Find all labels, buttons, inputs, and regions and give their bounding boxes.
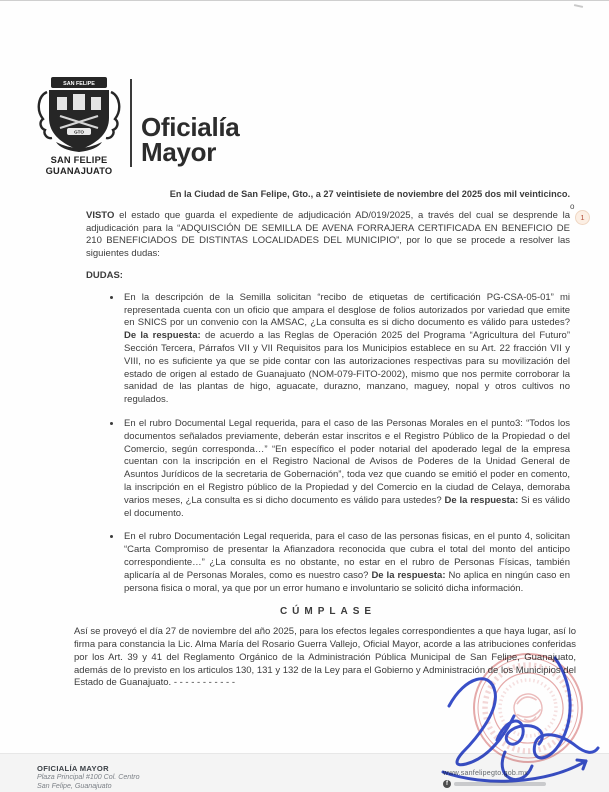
duda-2-answer-label: De la respuesta: bbox=[444, 494, 519, 506]
department-title-line1: Oficialía bbox=[141, 112, 240, 142]
footer-contact-block bbox=[37, 764, 140, 791]
visto-lead: VISTO bbox=[86, 209, 115, 221]
department-title bbox=[141, 112, 240, 167]
department-title-line2: Mayor bbox=[141, 137, 217, 167]
footer-address-line2: San Felipe, Guanajuato bbox=[37, 781, 112, 790]
annotation-caret-icon: o bbox=[570, 202, 575, 211]
duda-item-1 bbox=[122, 292, 570, 407]
comment-annotation-marker[interactable] bbox=[567, 202, 591, 228]
municipal-crest-block bbox=[30, 75, 128, 176]
duda-2-question: En el rubro Documental Legal requerida, para el caso de las Personas Morales en el punto3: “Todos los documentos señalados previamente, deberán estar inscritos e el Registro Público de la Propiedad o del Comercio, según corresponda…” “En específico el poder notarial del apoderado legal de la empresa cuentan con la inscripción en el Registro Nacional de Avisos de Poderes de la Unidad General de Asuntos Jurídicos de la secretaria de Gobernación”, toda vez que cuando se emitió el poder en comento, la inscripción en el Registro público de la Propiedad y del Comercio en la ciudad de Celaya, demoraba varios meses, ¿La consulta es si dicho documento es válido para ustedes? bbox=[124, 417, 570, 506]
org-name-line2: GUANAJUATO bbox=[45, 165, 113, 176]
date-line: En la Ciudad de San Felipe, Gto., a 27 veintisiete de noviembre del 2025 dos mil veinticinco. bbox=[169, 189, 570, 199]
crest-scroll-text: GTO bbox=[74, 129, 84, 135]
document-body bbox=[74, 188, 576, 690]
footer-website: www.sanfelipegto.gob.mx bbox=[443, 769, 529, 777]
dudas-list bbox=[86, 292, 570, 596]
duda-item-3 bbox=[122, 531, 570, 595]
duda-3-question: En el rubro Documentación Legal requerida, para el caso de las personas fisicas, en el punto 4, solicitan “Carta Compromiso de presentar la Afianzadora reconocida que cubra el total del monto del anticipo correspondiente…” ¿La consulta es no obstante, no estar en el rubro de Personas Físicas, también aplicaría al de Personas Morales, como es nuestro caso? bbox=[124, 531, 570, 581]
facebook-icon: f bbox=[443, 780, 451, 788]
annotation-number-badge[interactable]: 1 bbox=[575, 210, 590, 225]
closing-paragraph: Así se proveyó el día 27 de noviembre del año 2025, para los efectos legales correspondientes a que haya lugar, así lo firma para constancia la Lic. Alma María del Rosario Guerra Vallejo, Oficial Mayor, acorde a las atribuciones conferidas por los Art. 39 y 41 del Reglamento Orgánico de la Administración Pública Municipal de San Felipe, Guanajuato, además de lo previsto en los articulos 130, 131 y 132 de la Ley para el Gobierno y Administración de los Municipios del Estado de Guanajuato. - - - - - - - - - - - bbox=[74, 626, 576, 689]
duda-3-answer-label: De la respuesta: bbox=[371, 569, 446, 581]
duda-2-answer: Si es válido el documento. bbox=[124, 494, 570, 519]
duda-item-2 bbox=[122, 418, 570, 520]
visto-body: el estado que guarda el expediente de adjudicación AD/019/2025, a través del cual se desprende la adjudicación para la “ADQUISCIÓN DE SEMILLA DE AVENA FORRAJERA CERTIFICADA EN BENEFICIO DE 210 BENEFICIADOS DE DISTINTAS LOCALIDADES DEL MUNICIPIO”, por lo que se procede a resolver las siguientes dudas: bbox=[86, 209, 570, 260]
duda-1-answer-label: De la respuesta: bbox=[124, 330, 201, 342]
header-divider bbox=[130, 79, 132, 167]
cumplase-heading: CÚMPLASE bbox=[279, 606, 377, 618]
duda-1-answer: de acuerdo a las Reglas de Operación 2025 del Programa “Agricultura del Futuro” Sección Tercera, Párrafos VII y VII Requisitos para los Municipios establece en su Art. 22 fracción VII y VIII, no es suficiente ya que se pide contar con las autorizaciones respectivas para su movilización del estado de origen al estado de Guanajuato (NOM-079-FITO-2002), mismo que nos permite corroborar la sanidad de las plantas de higo, aguacate, durazno, manzano, maguey, nopal y otros cultivos no regulados. bbox=[124, 330, 570, 406]
footer-address-line1: Plaza Principal #100 Col. Centro bbox=[37, 773, 140, 781]
visto-paragraph bbox=[86, 210, 570, 261]
coat-of-arms-icon bbox=[34, 75, 124, 155]
dudas-heading: DUDAS: bbox=[86, 269, 123, 281]
duda-3-answer: No aplica en ningún caso en persona fisica o moral, ya que por un error humano e involuntario se solicitó dicha información. bbox=[124, 569, 570, 594]
footer-department: OFICIALÍA MAYOR bbox=[37, 764, 109, 773]
duda-1-question: En la descripción de la Semilla solicitan “recibo de etiquetas de certificación PG-CSA-05-01” mi representada cuenta con un oficio que ampara el desglose de folios autorizados por variedad que emite en SNICS por un convenio con la AMSAC, ¿La consulta es si dicho documento es válido para ustedes? bbox=[124, 291, 570, 329]
page-footer bbox=[0, 753, 609, 792]
footer-social-text-blur bbox=[454, 782, 546, 786]
footer-web-block bbox=[443, 769, 546, 788]
org-name-line1: SAN FELIPE bbox=[50, 155, 108, 165]
footer-social-row bbox=[443, 780, 546, 788]
crest-banner-text: SAN FELIPE bbox=[63, 81, 95, 87]
scan-artifact bbox=[574, 4, 583, 8]
